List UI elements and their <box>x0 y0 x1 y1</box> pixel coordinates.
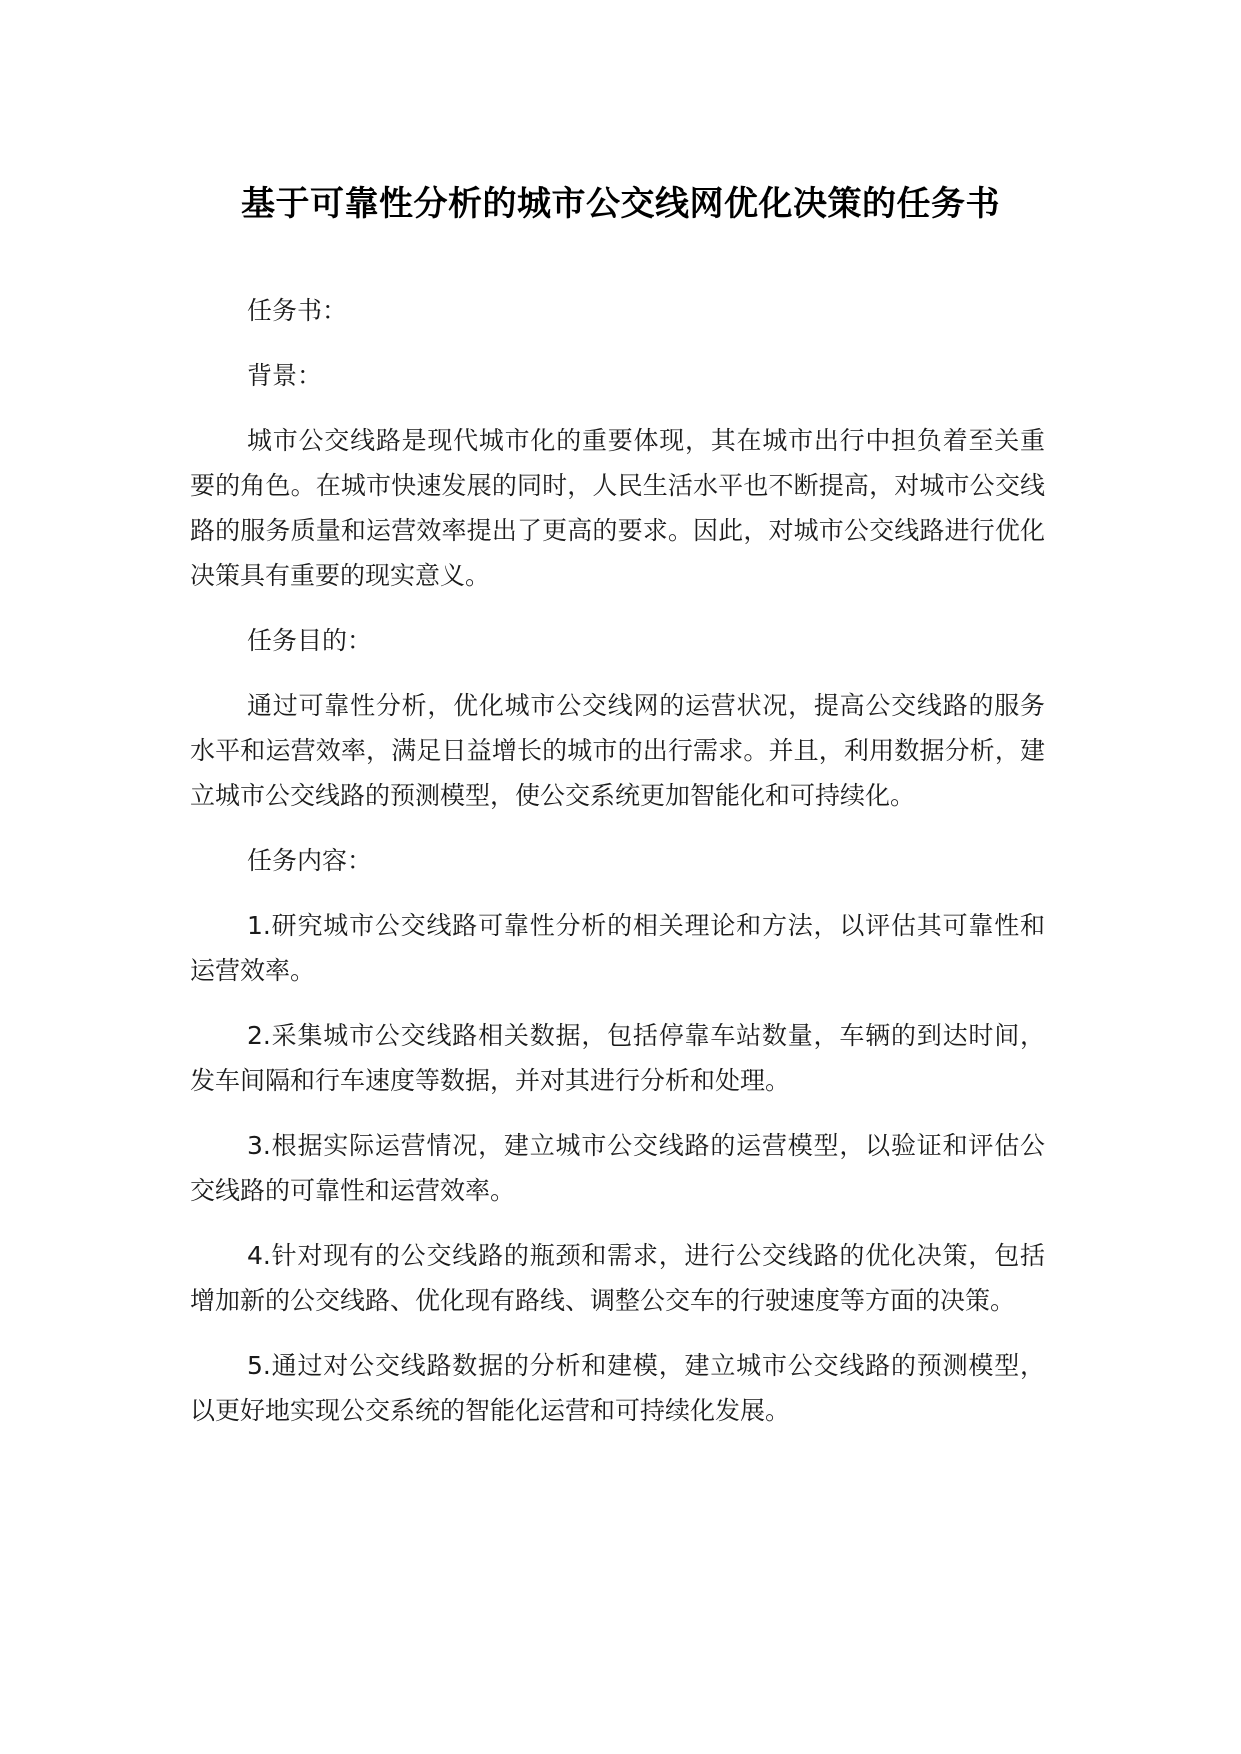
document-body <box>190 288 1045 1453</box>
heading-background: 背景： <box>247 361 323 390</box>
task-item-5: 5.通过对公交线路数据的分析和建模，建立城市公交线路的预测模型，以更好地实现公交系统的智能化运营和可持续化发展。 <box>190 1351 1045 1425</box>
heading-task-content: 任务内容： <box>247 846 373 875</box>
heading-task-purpose: 任务目的： <box>247 626 373 655</box>
paragraph-task-purpose: 通过可靠性分析，优化城市公交线网的运营状况，提高公交线路的服务水平和运营效率，满足日益增长的城市的出行需求。并且，利用数据分析，建立城市公交线路的预测模型，使公交系统更加智能化和可持续化。 <box>190 691 1045 810</box>
task-item-1: 1.研究城市公交线路可靠性分析的相关理论和方法，以评估其可靠性和运营效率。 <box>190 911 1045 985</box>
document-title: 基于可靠性分析的城市公交线网优化决策的任务书 <box>241 184 1000 224</box>
paragraph-background: 城市公交线路是现代城市化的重要体现，其在城市出行中担负着至关重要的角色。在城市快速发展的同时，人民生活水平也不断提高，对城市公交线路的服务质量和运营效率提出了更高的要求。因此，对城市公交线路进行优化决策具有重要的现实意义。 <box>190 426 1045 590</box>
task-item-2: 2.采集城市公交线路相关数据，包括停靠车站数量，车辆的到达时间，发车间隔和行车速度等数据，并对其进行分析和处理。 <box>190 1021 1045 1095</box>
task-item-4: 4.针对现有的公交线路的瓶颈和需求，进行公交线路的优化决策，包括增加新的公交线路、优化现有路线、调整公交车的行驶速度等方面的决策。 <box>190 1241 1045 1315</box>
heading-task-book: 任务书： <box>247 296 348 325</box>
task-item-3: 3.根据实际运营情况，建立城市公交线路的运营模型，以验证和评估公交线路的可靠性和运营效率。 <box>190 1131 1045 1205</box>
